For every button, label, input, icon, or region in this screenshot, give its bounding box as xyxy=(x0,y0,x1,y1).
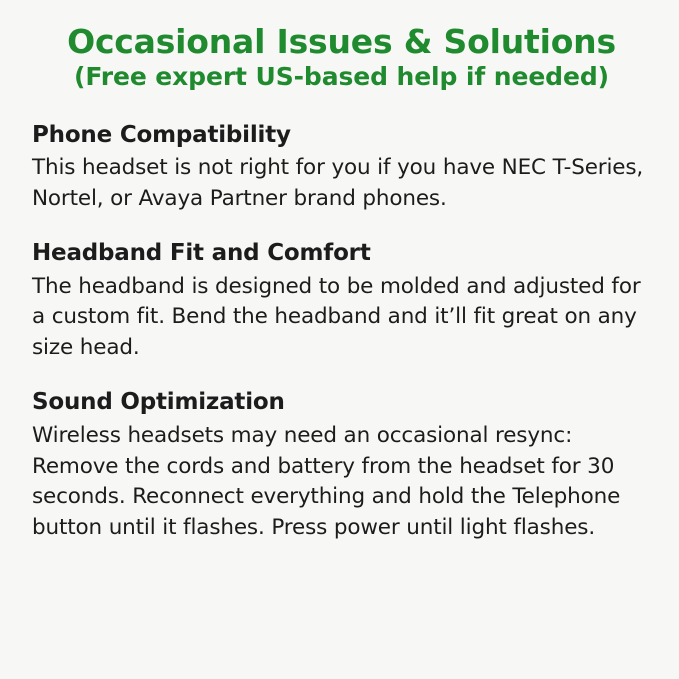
section-title: Sound Optimization xyxy=(32,389,285,416)
section-body: The headband is designed to be molded and adjusted for a custom fit. Bend the headband and it’ll fit great on any size head. xyxy=(32,273,641,360)
section-body: Wireless headsets may need an occasional resync: Remove the cords and battery from the headset for 30 seconds. Reconnect everything and hold the Telephone button until it flashes. Press power until light flashes. xyxy=(32,423,621,540)
section-headband-fit-and-comfort xyxy=(32,240,651,363)
section-body: This headset is not right for you if you have NEC T-Series, Nortel, or Avaya Partner brand phones. xyxy=(32,155,644,211)
page-header xyxy=(32,24,651,92)
section-phone-compatibility xyxy=(32,122,651,215)
section-title: Phone Compatibility xyxy=(32,121,291,148)
page-subtitle: (Free expert US-based help if needed) xyxy=(74,61,609,91)
section-title: Headband Fit and Comfort xyxy=(32,240,371,267)
section-sound-optimization xyxy=(32,389,651,543)
page-title: Occasional Issues & Solutions xyxy=(67,22,616,61)
